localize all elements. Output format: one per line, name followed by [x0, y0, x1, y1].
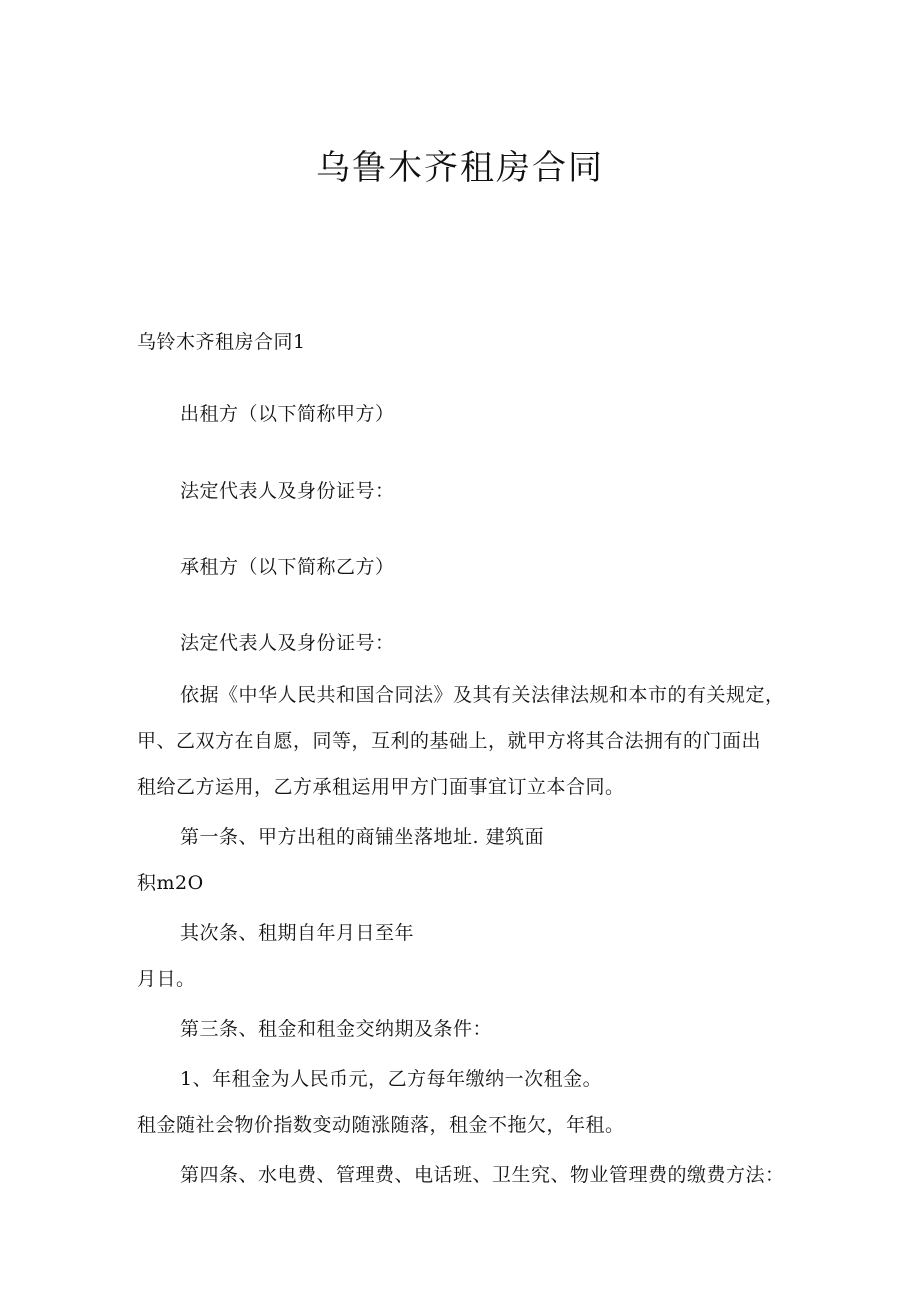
lessor-line: 出租方（以下简称甲方）	[180, 403, 395, 425]
article-3-item-1-line: 1、年租金为人民币元，乙方每年缴纳一次租金。	[180, 1068, 603, 1090]
document-subtitle: 乌铃木齐租房合同1	[137, 331, 306, 353]
basis-paragraph-line-2: 甲、乙双方在自愿，同等，互利的基础上，就甲方将其合法拥有的门面出	[137, 730, 762, 752]
article-3-line: 第三条、租金和租金交纳期及条件：	[180, 1018, 493, 1040]
rent-adjustment-line: 租金随社会物价指数变动随涨随落，租金不拖欠，年租。	[137, 1114, 625, 1136]
lessee-representative-line: 法定代表人及身份证号：	[180, 632, 395, 654]
basis-paragraph-line-3: 租给乙方运用，乙方承租运用甲方门面事宜订立本合同。	[137, 776, 625, 798]
article-2-line-1: 其次条、租期自年月日至年	[180, 922, 415, 944]
article-2-line-2: 月日。	[137, 968, 196, 990]
article-1-line-2: 积m2O	[137, 872, 204, 894]
lessor-representative-line: 法定代表人及身份证号：	[180, 480, 395, 502]
lessee-line: 承租方（以下简称乙方）	[180, 556, 395, 578]
article-1-line-1: 第一条、甲方出租的商铺坐落地址. 建筑面	[180, 826, 545, 848]
basis-paragraph-line-1: 依据《中华人民共和国合同法》及其有关法律法规和本市的有关规定，	[180, 684, 785, 706]
article-4-line: 第四条、水电费、管理费、电话班、卫生究、物业管理费的缴费方法：	[180, 1164, 785, 1186]
document-title: 乌鲁木齐租房合同	[316, 148, 604, 188]
